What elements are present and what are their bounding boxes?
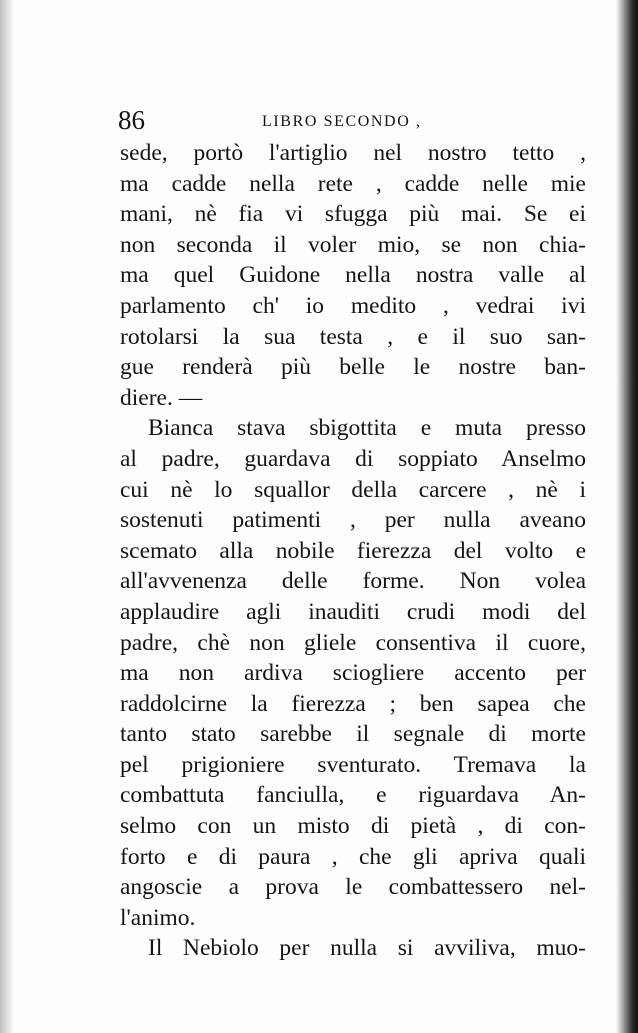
paragraph-start-line: Il Nebiolo per nulla si avviliva, muo- xyxy=(148,935,586,962)
text-line: padre, chè non gliele consentiva il cuore, xyxy=(120,629,586,656)
text-line: diere. — xyxy=(120,384,203,411)
text-line: rotolarsi la sua testa , e il suo san- xyxy=(120,323,586,350)
text-line: ma quel Guidone nella nostra valle al xyxy=(120,262,586,289)
text-line: cui nè lo squallor della carcere , nè i xyxy=(120,476,586,503)
text-line: pel prigioniere sventurato. Tremava la xyxy=(120,751,586,778)
text-line: angoscie a prova le combattessero nel- xyxy=(120,874,586,901)
text-line: sostenuti patimenti , per nulla aveano xyxy=(120,507,586,534)
text-line: sede, portò l'artiglio nel nostro tetto , xyxy=(120,140,586,166)
text-line: selmo con un misto di pietà , di con- xyxy=(120,813,586,840)
text-line: l'animo. xyxy=(120,904,196,931)
text-line: ma non ardiva sciogliere accento per xyxy=(120,660,586,687)
text-line: ma cadde nella rete , cadde nelle mie xyxy=(120,170,586,197)
page-number: 86 xyxy=(118,105,145,135)
text-line: mani, nè fia vi sfugga più mai. Se ei xyxy=(120,201,586,228)
page-right-edge-shadow xyxy=(616,0,638,1033)
body-text xyxy=(120,138,586,964)
text-line: al padre, guardava di soppiato Anselmo xyxy=(120,445,586,472)
text-line: all'avvenenza delle forme. Non volea xyxy=(120,568,586,595)
page-left-edge-shadow xyxy=(0,0,14,1033)
text-line: applaudire agli inauditi crudi modi del xyxy=(120,598,586,625)
text-line: forto e di paura , che gli apriva quali xyxy=(120,843,586,870)
paragraph-start-line: Bianca stava sbigottita e muta presso xyxy=(148,415,586,442)
running-head: LIBRO SECONDO , xyxy=(262,113,422,130)
text-line: combattuta fanciulla, e riguardava An- xyxy=(120,782,586,809)
text-line: scemato alla nobile fierezza del volto e xyxy=(120,537,586,564)
text-line: gue renderà più belle le nostre ban- xyxy=(120,354,586,381)
text-line: non seconda il voler mio, se non chia- xyxy=(120,231,586,258)
text-line: parlamento ch' io medito , vedrai ivi xyxy=(120,292,586,319)
text-line: raddolcirne la fierezza ; ben sapea che xyxy=(120,690,586,717)
text-line: tanto stato sarebbe il segnale di morte xyxy=(120,721,586,748)
